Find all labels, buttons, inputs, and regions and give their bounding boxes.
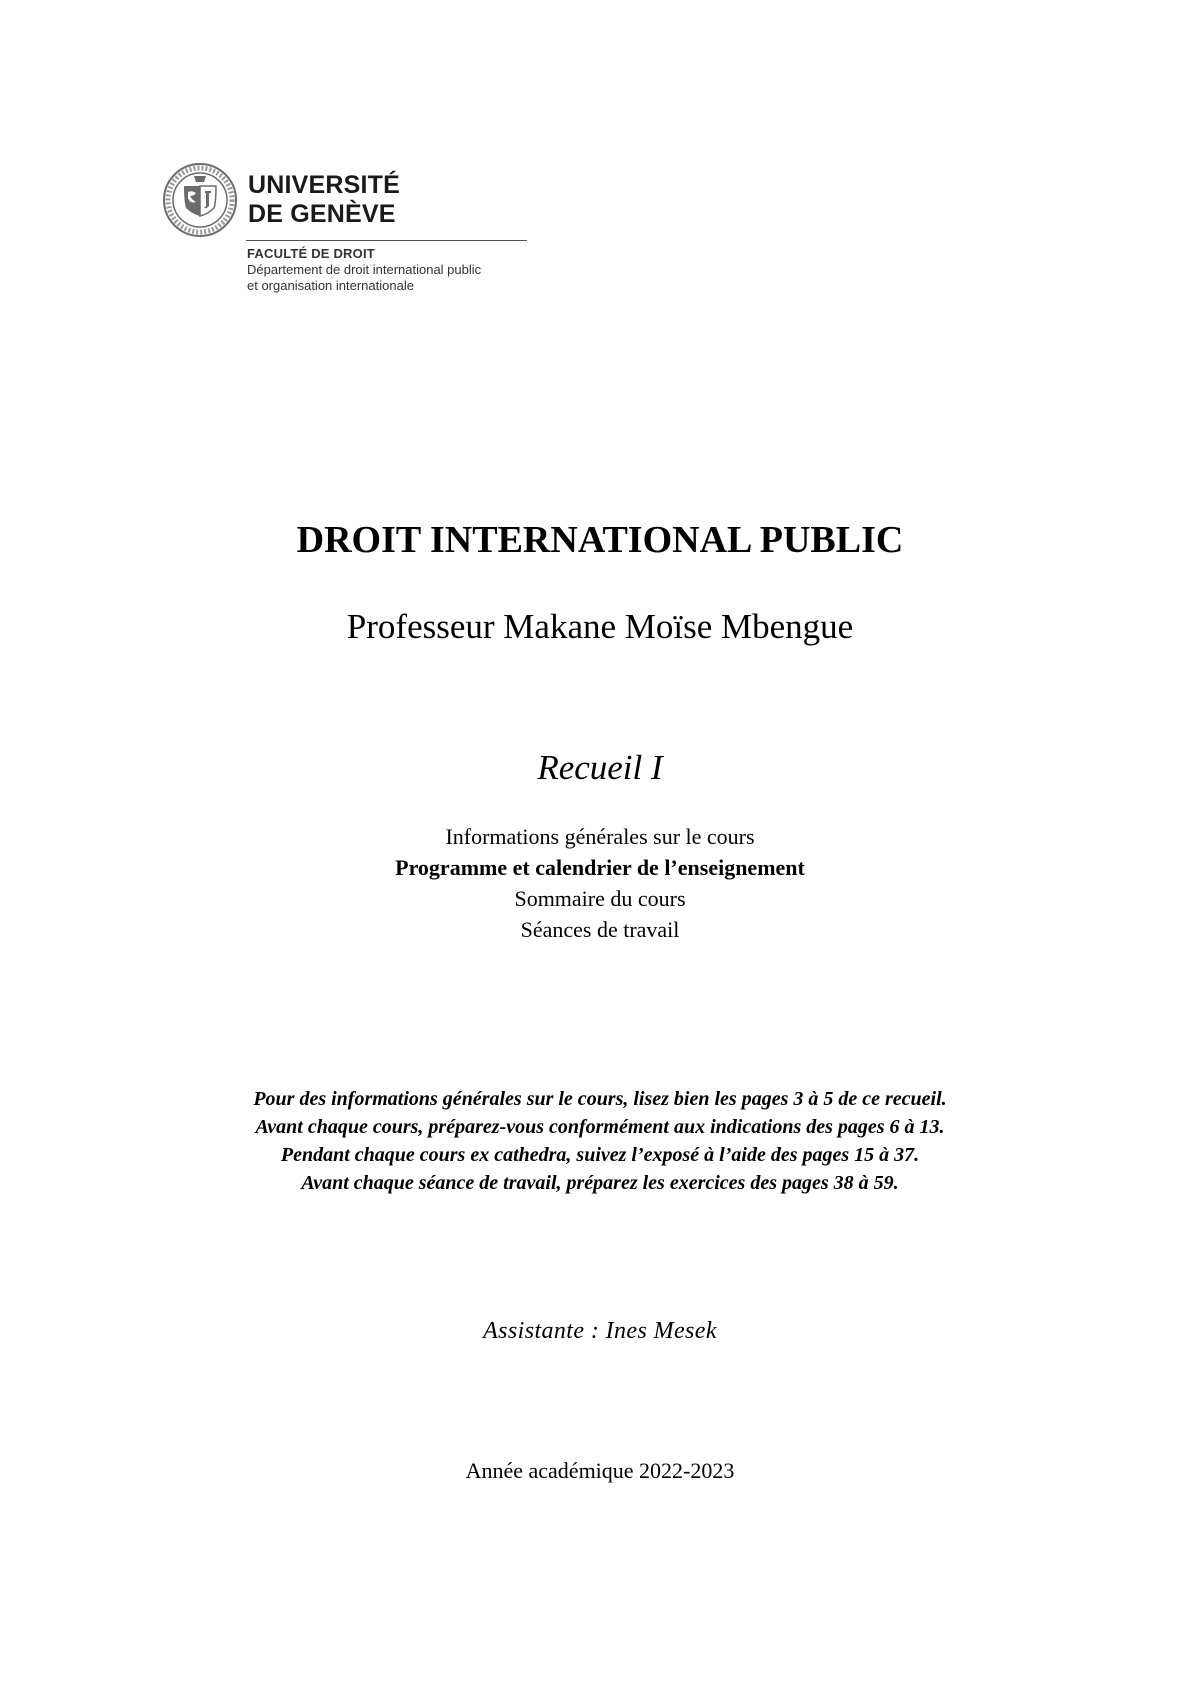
contents-item-general-info: Informations générales sur le cours — [445, 824, 755, 849]
instruction-line: Avant chaque séance de travail, préparez les exercices des pages 38 à 59. — [301, 1172, 899, 1194]
instructions-block — [0, 1085, 1200, 1197]
university-name-line2: DE GENÈVE — [248, 200, 396, 228]
university-name — [248, 171, 400, 229]
contents-item-sessions: Séances de travail — [520, 917, 680, 942]
faculty-name: FACULTÉ DE DROIT — [247, 246, 375, 261]
instruction-line: Pendant chaque cours ex cathedra, suivez l’exposé à l’aide des pages 15 à 37. — [280, 1144, 920, 1166]
contents-item-programme: Programme et calendrier de l’enseignement — [395, 855, 805, 880]
professor-name: Professeur Makane Moïse Mbengue — [346, 607, 854, 646]
logo-row — [162, 162, 527, 238]
university-header — [162, 162, 527, 294]
document-title: DROIT INTERNATIONAL PUBLIC — [296, 519, 904, 561]
university-seal-icon — [162, 162, 238, 238]
instruction-line: Pour des informations générales sur le cours, lisez bien les pages 3 à 5 de ce recueil. — [253, 1088, 947, 1110]
assistant-name: Assistante : Ines Mesek — [483, 1318, 717, 1344]
department-line1: Département de droit international public — [247, 262, 482, 277]
contents-item-summary: Sommaire du cours — [514, 886, 686, 911]
university-name-line1: UNIVERSITÉ — [248, 171, 401, 199]
collection-title: Recueil I — [537, 748, 663, 787]
instruction-line: Avant chaque cours, préparez-vous conformément aux indications des pages 6 à 13. — [255, 1116, 945, 1138]
department-line2: et organisation internationale — [247, 278, 414, 293]
academic-year: Année académique 2022-2023 — [465, 1458, 735, 1483]
faculty-block — [247, 245, 527, 294]
contents-list — [0, 821, 1200, 945]
header-divider — [246, 240, 527, 241]
